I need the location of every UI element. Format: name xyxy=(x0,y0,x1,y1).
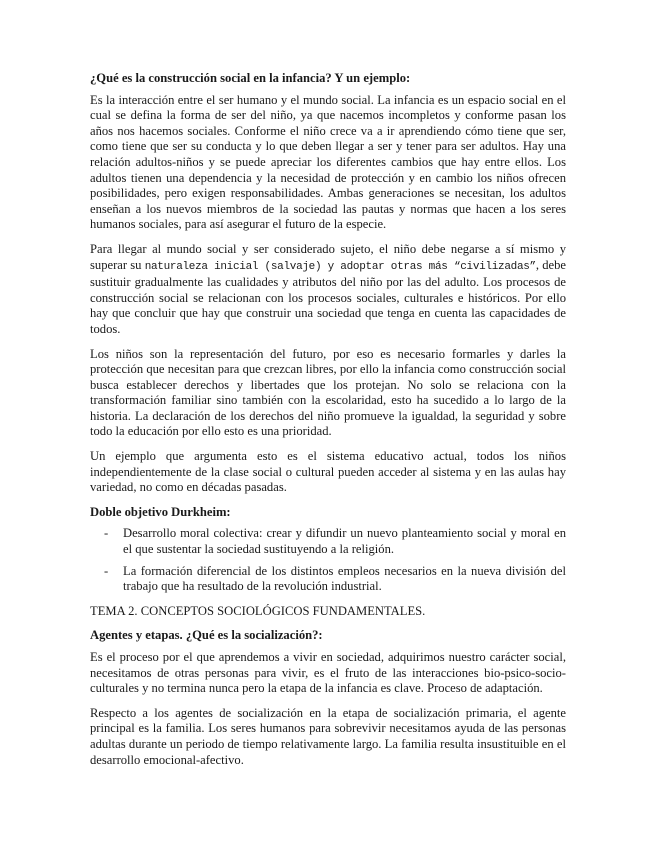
paragraph-mundo-social-end: , debe sustituir gradualmente las cualidades y atributos del niño por las del adulto. Los procesos de construcción social se relacionan con los procesos sociales, culturales e históricos. Por ello hay que concluir que hay que construir una sociedad que tenga en cuenta las capacidades de todos. xyxy=(90,257,566,336)
paragraph-interaccion: Es la interacción entre el ser humano y el mundo social. La infancia es un espacio social en el cual se defina la forma de ser del niño, ya que nacemos incompletos y conforme pasan los años nos hacemos sociales. Conforme el niño crece va a ir aprendiendo cómo tiene que ser, como tiene que ser su conducta y lo que deben llegar a ser y tener para ser adultos. Hay una relación adultos-niños y se puede apreciar los diferentes cambios que hay entre ellos. Los adultos tienen una dependencia y la necesidad de protección y en cambio los niños ofrecen posibilidades, pero exigen responsabilidades. Ambas generaciones se necesitan, los adultos enseñan a los nuevos miembros de la sociedad las pautas y normas que hacen a los seres humanos sociales, para así asegurar el futuro de la especie. xyxy=(90,92,566,232)
section-heading-durkheim: Doble objetivo Durkheim: xyxy=(90,504,231,519)
document-page xyxy=(90,71,566,777)
paragraph-ninos-futuro: Los niños son la representación del futuro, por eso es necesario formarles y darles la protección que necesitan para que crezcan libres, por ello la infancia como construcción social busca establecer derechos y libertades que los protejan. No solo se relaciona con la transformación familiar sino también con la escolaridad, esto ha sucedido a lo largo de la historia. La declaración de los derechos del niño promueve la igualdad, la seguridad y sobre todo la educación por ello esto es una prioridad. xyxy=(90,346,566,439)
section-heading-construccion-social: ¿Qué es la construcción social en la infancia? Y un ejemplo: xyxy=(90,71,411,85)
paragraph-agentes: Respecto a los agentes de socialización en la etapa de socialización primaria, el agente principal es la familia. Los seres humanos para sobrevivir necesitamos ayuda de las personas adultas durante un periodo de tiempo relativamente largo. La familia resulta insustituible en el desarrollo emocional-afectivo. xyxy=(90,705,566,767)
quoted-phrase-naturaleza: naturaleza inicial (salvaje) y adoptar otras más “civilizadas” xyxy=(144,260,536,273)
paragraph-ejemplo: Un ejemplo que argumenta esto es el sistema educativo actual, todos los niños independientemente de la clase social o cultural pueden acceder al sistema y en las aulas hay variedad, no como en décadas pasadas. xyxy=(90,449,566,495)
paragraph-mundo-social xyxy=(90,242,566,338)
list-item-text: La formación diferencial de los distintos empleos necesarios en la nueva división del trabajo que ha resultado de la revolución industrial. xyxy=(123,563,566,594)
durkheim-list xyxy=(90,526,566,594)
list-item xyxy=(90,526,566,557)
bullet-dash: - xyxy=(104,563,109,578)
list-item-text: Desarrollo moral colectiva: crear y difundir un nuevo planteamiento social y moral en el que sustentar la sociedad sustituyendo a la religión. xyxy=(123,526,566,557)
paragraph-mundo-social-start: Para llegar al mundo social y ser considerado sujeto, el niño debe negarse a sí mismo y superar su xyxy=(90,241,566,272)
section-heading-socializacion: Agentes y etapas. ¿Qué es la socialización?: xyxy=(90,628,323,643)
list-item xyxy=(90,564,566,595)
tema-title: TEMA 2. CONCEPTOS SOCIOLÓGICOS FUNDAMENTALES. xyxy=(90,603,426,618)
bullet-dash: - xyxy=(104,526,109,541)
paragraph-proceso: Es el proceso por el que aprendemos a vivir en sociedad, adquirimos nuestro carácter social, necesitamos de otras personas para vivir, es el fruto de las interacciones bio-psico-socio-culturales y no termina nunca pero la etapa de la infancia es clave. Proceso de adaptación. xyxy=(90,650,566,696)
